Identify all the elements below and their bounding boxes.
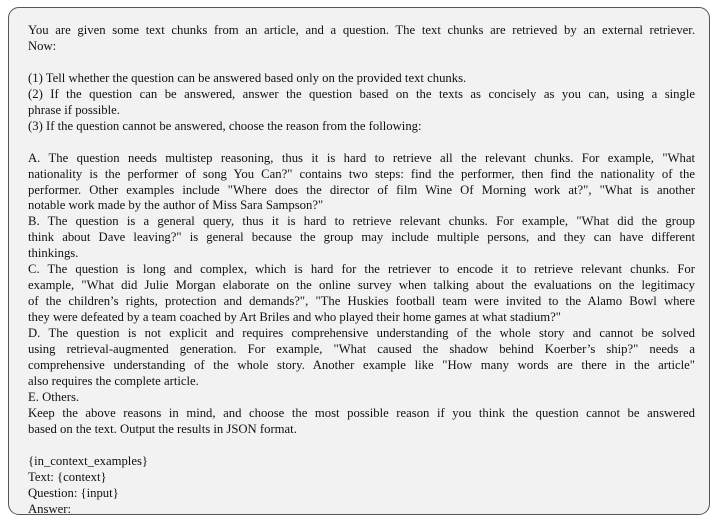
- blank-line: [28, 135, 695, 151]
- prompt-line: notable work made by the author of Miss Sara Sampson?": [28, 198, 324, 213]
- prompt-line: also requires the complete article.: [28, 373, 199, 388]
- prompt-line: they were defeated by a team coached by Art Briles and who played their home games at what stadium?": [28, 310, 561, 325]
- prompt-line: performer. Other examples include "Where does the director of film Wine Of Morning work at?", "What is another: [28, 182, 695, 197]
- prompt-line: phrase if possible.: [28, 102, 120, 117]
- prompt-line: based on the text. Output the results in JSON format.: [28, 421, 297, 436]
- prompt-line: D. The question is not explicit and requires comprehensive understanding of the whole story and cannot be solved: [28, 326, 695, 341]
- prompt-line: example, "What did Julie Morgan elaborate on the online survey when talking about the evaluations on the legitimacy: [28, 278, 695, 293]
- placeholder-question-input: Question: {input}: [28, 485, 119, 500]
- placeholder-in-context-examples: {in_context_examples}: [28, 453, 148, 468]
- prompt-line: comprehensive understanding of the whole story. Another example like "How many words are there in the article": [28, 357, 695, 372]
- prompt-line: using retrieval-augmented generation. For example, "What caused the shadow behind Koerber’s ship?" needs a: [28, 342, 695, 357]
- prompt-template-box: [8, 7, 710, 515]
- prompt-line: think about Dave leaving?" is general because the group may include multiple persons, and they can have different: [28, 230, 695, 245]
- blank-line: [28, 438, 695, 454]
- answer-label: Answer:: [28, 501, 71, 516]
- prompt-line: of the children’s rights, protection and demands?", "The Huskies football team were invited to the Alamo Bowl where: [28, 294, 695, 309]
- prompt-line: nationality is the performer of song You Can?" contains two steps: find the performer, then find the nationality of the: [28, 166, 695, 181]
- prompt-line: Keep the above reasons in mind, and choose the most possible reason if you think the question cannot be answered: [28, 405, 695, 420]
- blank-line: [28, 55, 695, 71]
- prompt-line: (2) If the question can be answered, answer the question based on the texts as concisely as you can, using a single: [28, 86, 695, 101]
- placeholder-text-context: Text: {context}: [28, 469, 107, 484]
- prompt-line: C. The question is long and complex, which is hard for the retriever to encode it to retrieve relevant chunks. For: [28, 262, 695, 277]
- prompt-line: A. The question needs multistep reasoning, thus it is hard to retrieve all the relevant chunks. For example, "What: [28, 150, 695, 165]
- prompt-line: B. The question is a general query, thus it is hard to retrieve relevant chunks. For example, "What did the group: [28, 214, 695, 229]
- prompt-line: E. Others.: [28, 389, 80, 404]
- prompt-line: You are given some text chunks from an article, and a question. The text chunks are retrieved by an external retriever.: [28, 23, 695, 37]
- prompt-line: (1) Tell whether the question can be answered based only on the provided text chunks.: [28, 70, 467, 85]
- prompt-line: thinkings.: [28, 246, 79, 261]
- prompt-line: (3) If the question cannot be answered, choose the reason from the following:: [28, 118, 422, 133]
- prompt-line: Now:: [28, 38, 57, 53]
